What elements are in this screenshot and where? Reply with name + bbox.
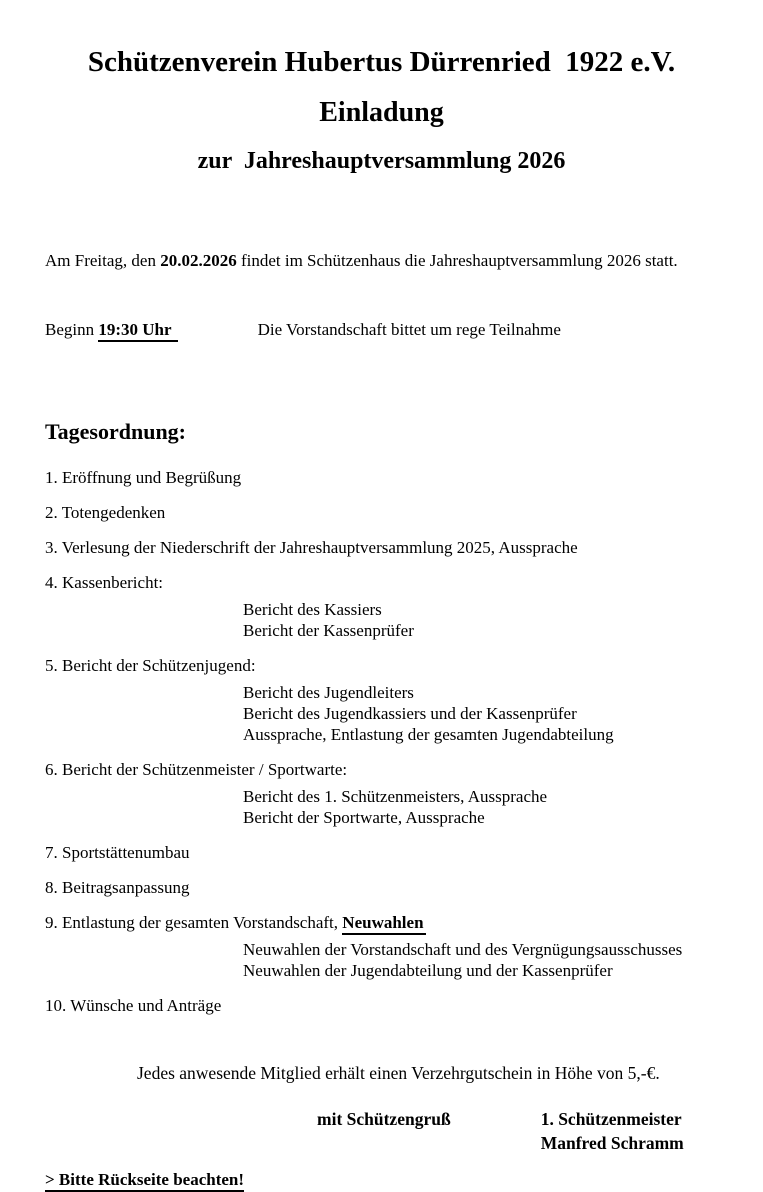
agenda-subitems [243,599,718,641]
agenda-item-text: 7. Sportstättenumbau [45,843,190,862]
agenda-subitem: Neuwahlen der Vorstandschaft und des Vergnügungsausschusses [243,940,683,959]
signature-block [541,1107,684,1155]
agenda-item-text: 10. Wünsche und Anträge [45,996,222,1015]
agenda-subitems [243,682,718,745]
agenda-subitem: Bericht des Kassiers [243,600,382,619]
agenda-item-text: 3. Verlesung der Niederschrift der Jahreshauptversammlung 2025, Aussprache [45,538,578,557]
voucher-note: Jedes anwesende Mitglied erhält einen Verzehrgutschein in Höhe von 5,-€. [137,1063,660,1083]
intro-line-2-pre: Beginn [45,320,99,339]
agenda-subitem: Bericht des Jugendleiters [243,683,414,702]
agenda-item-text: 4. Kassenbericht: [45,573,164,592]
agenda-item [45,877,718,898]
backside-note [45,1169,718,1190]
intro-line-2-post: Die Vorstandschaft bittet um rege Teilnahme [257,320,561,339]
agenda-item-text: 8. Beitragsanpassung [45,878,190,897]
agenda-subitem: Aussprache, Entlastung der gesamten Jugendabteilung [243,725,614,744]
intro-line-1 [45,249,718,272]
intro-line-1-pre: Am Freitag, den [45,251,161,270]
closing-greeting: mit Schützengruß [317,1109,451,1129]
agenda-list [45,467,718,1016]
agenda-subitem: Bericht der Kassenprüfer [243,621,414,640]
agenda-item [45,759,718,828]
invitation-heading: Einladung [319,97,444,128]
meeting-subheading: zur Jahreshauptversammlung 2026 [197,148,566,174]
agenda-item-text: 9. Entlastung der gesamten Vorstandschaft, Neuwahlen [45,912,718,933]
agenda-item-text: 1. Eröffnung und Begrüßung [45,468,242,487]
agenda-item [45,842,718,863]
intro-line-1-post: findet im Schützenhaus die Jahreshauptversammlung 2026 statt. [236,251,678,270]
agenda-item [45,502,718,523]
backside-note-text: > Bitte Rückseite beachten! [45,1170,244,1192]
agenda-item-emphasis: Neuwahlen [342,913,425,935]
meeting-time: 19:30 Uhr [98,320,177,342]
agenda-subitems [243,939,718,981]
agenda-item [45,655,718,745]
agenda-item [45,912,718,981]
signer-name: Manfred Schramm [540,1133,684,1153]
agenda-subitem: Bericht des 1. Schützenmeisters, Aussprache [243,787,548,806]
agenda-subitems [243,786,718,828]
agenda-item [45,572,718,641]
agenda-subitem: Bericht des Jugendkassiers und der Kassenprüfer [243,704,577,723]
meeting-date: 20.02.2026 [160,251,237,270]
agenda-item-text: 6. Bericht der Schützenmeister / Sportwarte: [45,760,348,779]
agenda-item [45,537,718,558]
agenda-heading: Tagesordnung: [45,419,187,444]
agenda-item-text: 2. Totengedenken [45,503,166,522]
agenda-subitem: Bericht der Sportwarte, Aussprache [243,808,485,827]
page-title: Schützenverein Hubertus Dürrenried 1922 e.V. [87,46,676,78]
agenda-item-text: 5. Bericht der Schützenjugend: [45,656,256,675]
signer-role: 1. Schützenmeister [540,1109,682,1129]
agenda-subitem: Neuwahlen der Jugendabteilung und der Kassenprüfer [243,961,613,980]
agenda-item [45,995,718,1016]
intro-paragraph [45,203,718,387]
agenda-item [45,467,718,488]
signature-row [45,1107,718,1155]
intro-line-2 [45,318,718,341]
